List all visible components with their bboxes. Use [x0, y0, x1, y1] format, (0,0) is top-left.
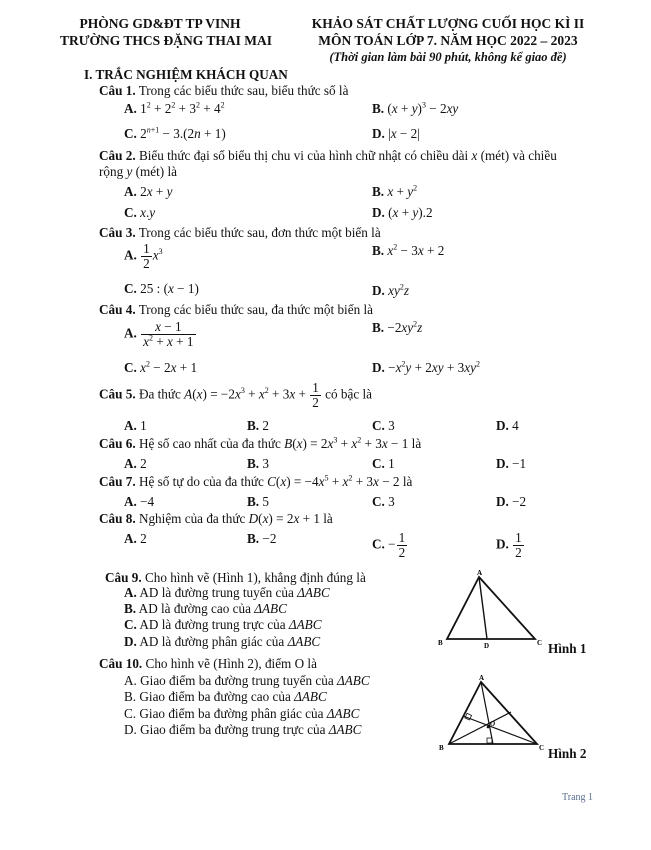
- exam-title: KHẢO SÁT CHẤT LƯỢNG CUỐI HỌC KÌ II: [311, 16, 585, 31]
- section-title: I. TRẮC NGHIỆM KHÁCH QUAN: [84, 67, 288, 82]
- page-number: Trang 1: [562, 792, 594, 803]
- question-7: Câu 7. Hệ số tự do của đa thức $C(x) = -4x^5 + x^2 + 3x - 2$ là: [99, 473, 413, 489]
- q5-option-b: B. 2: [247, 418, 269, 433]
- q8-option-a: A. 2: [124, 531, 147, 546]
- q8-option-d: D. $\frac{1}{2}$: [496, 530, 522, 560]
- q1-option-d: D. |x − 2|: [372, 126, 420, 141]
- q6-option-d: D. −1: [496, 456, 527, 471]
- question-6: Câu 6. Hệ số cao nhất của đa thức $B(x) = 2x^3 + x^2 + 3x - 1$ là: [99, 435, 422, 451]
- q1-option-b: B. $(x + y)^3 - 2xy$: [372, 100, 459, 116]
- q2-option-b: B. $x + y^2$: [372, 183, 418, 199]
- q3-option-b: B. $x^2 - 3x + 2$: [372, 242, 445, 258]
- q10-option-b: B. Giao điểm ba đường cao của ΔABC: [124, 689, 327, 704]
- q8-option-c: C. − $\frac{1}{2}$: [372, 530, 406, 560]
- question-2-cont: rộng y (mét) là: [99, 164, 178, 179]
- q9-option-a: A. AD là đường trung tuyến của ΔABC: [124, 585, 330, 600]
- exam-subject: MÔN TOÁN LỚP 7. NĂM HỌC 2022 – 2023: [318, 33, 578, 48]
- q2-option-c: C. x.y: [124, 205, 156, 220]
- q7-option-c: C. 3: [372, 494, 395, 509]
- exam-duration: (Thời gian làm bài 90 phút, không kể giao đề): [329, 50, 567, 64]
- q5-option-c: C. 3: [372, 418, 395, 433]
- q4-option-c: C. $x^2 - 2x + 1$: [124, 359, 198, 375]
- school-name: TRƯỜNG THCS ĐẶNG THAI MAI: [60, 33, 273, 48]
- q3-option-c: C. 25 : (x − 1): [124, 281, 199, 296]
- q10-option-a: A. Giao điểm ba đường trung tuyến của ΔABC: [124, 673, 370, 688]
- q10-option-c: C. Giao điểm ba đường phân giác của ΔABC: [124, 706, 360, 721]
- svg-text:B: B: [438, 639, 443, 647]
- q2-option-d: D. (x + y).2: [372, 205, 433, 220]
- svg-text:D: D: [484, 642, 490, 650]
- q6-option-b: B. 3: [247, 456, 269, 471]
- q9-option-c: C. AD là đường trung trực của ΔABC: [124, 617, 322, 632]
- q3-option-d: D. $xy^2z$: [372, 282, 409, 298]
- question-3: Câu 3. Trong các biểu thức sau, đơn thức một biến là: [99, 225, 381, 240]
- figure-2-triangle: [435, 672, 545, 757]
- q8-option-b: B. −2: [247, 531, 277, 546]
- svg-text:A: A: [477, 569, 483, 577]
- figure-1-triangle: [435, 567, 545, 652]
- q6-option-a: A. 2: [124, 456, 147, 471]
- q1-option-c: C. $2^{n+1} - 3.(2n + 1)$: [124, 125, 226, 141]
- q9-option-b: B. AD là đường cao của ΔABC: [124, 601, 287, 616]
- q4-option-d: D. $-x^2y + 2xy + 3xy^2$: [372, 359, 480, 375]
- question-4: Câu 4. Trong các biểu thức sau, đa thức một biến là: [99, 302, 373, 317]
- q9-option-d: D. AD là đường phân giác của ΔABC: [124, 634, 321, 649]
- q10-option-d: D. Giao điểm ba đường trung trực của ΔABC: [124, 722, 362, 737]
- svg-text:C: C: [537, 639, 543, 647]
- q4-option-b: B. $-2xy^2z$: [372, 319, 423, 335]
- school-department: PHÒNG GD&ĐT TP VINH: [79, 16, 241, 31]
- question-10: Câu 10. Cho hình vẽ (Hình 2), điểm O là: [99, 656, 317, 671]
- question-8: Câu 8. Nghiệm của đa thức D(x) = 2x + 1 là: [99, 511, 333, 526]
- figure-1-caption: Hình 1: [548, 641, 587, 656]
- svg-text:O: O: [490, 720, 496, 728]
- question-2: Câu 2. Biểu thức đại số biểu thị chu vi của hình chữ nhật có chiều dài x (mét) và chiều: [99, 148, 557, 163]
- q5-option-a: A. 1: [124, 418, 147, 433]
- q7-option-d: D. −2: [496, 494, 527, 509]
- question-5: Câu 5. Đa thức $A(x) = -2x^3 + x^2 + 3x$ + $\frac{1}{2}$ có bậc là: [99, 380, 372, 410]
- q7-option-b: B. 5: [247, 494, 269, 509]
- question-1: Câu 1. Trong các biểu thức sau, biểu thức số là: [99, 83, 349, 98]
- q1-option-a: A. $1^2 + 2^2 + 3^2 + 4^2$: [124, 100, 225, 116]
- q2-option-a: A. 2x + y: [124, 184, 173, 199]
- figure-2-caption: Hình 2: [548, 746, 587, 761]
- q5-option-d: D. 4: [496, 418, 519, 433]
- q3-option-a: A. $\frac{1}{2}$ $x^3$: [124, 241, 163, 271]
- svg-text:B: B: [439, 744, 444, 752]
- q4-option-a: A. $\frac{x - 1}{x^2 + x + 1}$: [124, 319, 194, 349]
- question-9: Câu 9. Cho hình vẽ (Hình 1), khẳng định đúng là: [105, 570, 366, 585]
- svg-text:C: C: [539, 744, 545, 752]
- q7-option-a: A. −4: [124, 494, 155, 509]
- svg-text:A: A: [479, 674, 485, 682]
- q6-option-c: C. 1: [372, 456, 395, 471]
